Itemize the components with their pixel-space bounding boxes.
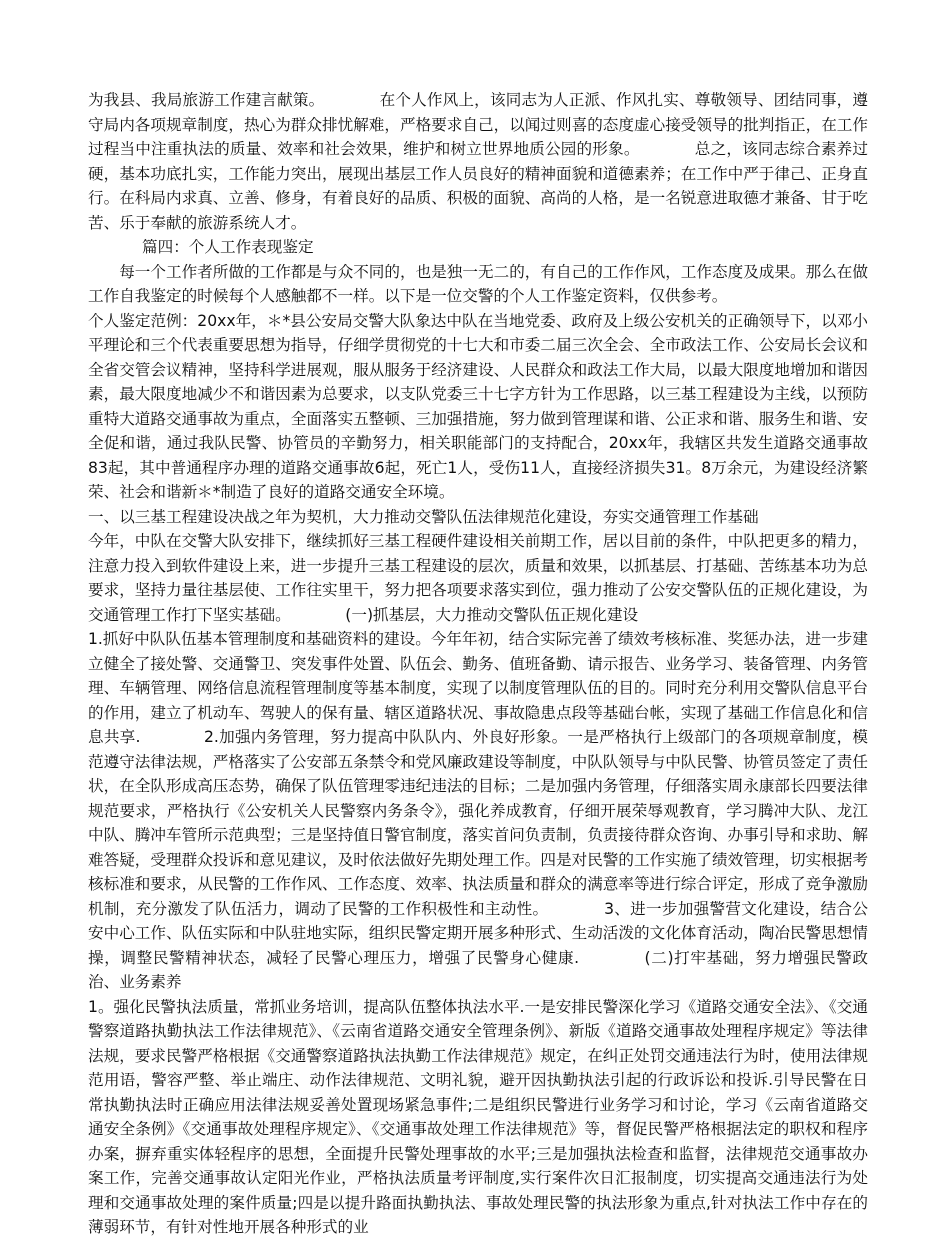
paragraph-training: 1。强化民警执法质量，常抓业务培训，提高队伍整体执法水平.一是安排民警深化学习《道路交通安全法》、《交通警察道路执勤执法工作法律规范》、《云南省道路交通安全管理条例》、新版《道路交通事故处理程序规定》等法律法规，要求民警严格根据《交通警察道路执法执勤工作法律规范》规定，在纠正处罚交通违法行为时，使用法律规范用语，警容严整、举止端庄、动作法律规范、文明礼貌，避开因执勤执法引起的行政诉讼和投诉.引导民警在日常执勤执法时正确应用法律法规妥善处置现场紧急事件;二是组织民警进行业务学习和讨论，学习《云南省道路交通安全条例》《交通事故处理程序规定》、《交通事故处理工作法律规范》等，督促民警严格根据法定的职权和程序办案，摒弃重实体轻程序的思想，全面提升民警处理事故的水平;三是加强执法检查和监督，法律规范交通事故办案工作，完善交通事故认定阳光作业，严格执法质量考评制度,实行案件次日汇报制度，切实提高交通违法行为处理和交通事故处理的案件质量;四是以提升路面执勤执法、事故处理民警的执法形象为重点,针对执法工作中存在的薄弱环节，有针对性地开展各种形式的业 [88,997,868,1236]
paragraph-management: 1.抓好中队队伍基本管理制度和基础资料的建设。今年年初，结合实际完善了绩效考核标准、奖惩办法，进一步建立健全了接处警、交通警卫、突发事件处置、队伍会、勤务、值班备勤、请示报告、业务学习、装备管理、内务管理、车辆管理、网络信息流程管理制度等基本制度，实现了以制度管理队伍的目的。同时充分利用交警队信息平台的作用，建立了机动车、驾驶人的保有量、辖区道路状况、事故隐患点段等基础台帐，实现了基础工作信息化和信息共享. 2.加强内务管理，努力提高中队队内、外良好形象。一是严格执行上级部门的各项规章制度，模范遵守法律法规，严格落实了公安部五条禁令和党风廉政建设等制度，中队队领导与中队民警、协管员签定了责任状，在全队形成高压态势，确保了队伍管理零违纪违法的目标；二是加强内务管理，仔细落实周永康部长四要法律规范要求，严格执行《公安机关人民警察内务条令》，强化养成教育，仔细开展荣辱观教育，学习腾冲大队、龙江中队、腾冲车管所示范典型；三是坚持值日警官制度，落实首问负责制，负责接待群众咨询、办事引导和求助、解难答疑，受理群众投诉和意见建议，及时依法做好先期处理工作。四是对民警的工作实施了绩效管理，切实根据考核标准和要求，从民警的工作作风、工作态度、效率、执法质量和群众的满意率等进行综合评定，形成了竞争激励机制，充分激发了队伍活力，调动了民警的工作积极性和主动性。 3、进一步加强警营文化建设，结合公安中心工作、队伍实际和中队驻地实际，组织民警定期开展多种形式、生动活泼的文化体育活动，陶冶民警思想情操，调整民警精神状态，减轻了民警心理压力，增强了民警身心健康. (二)打牢基础，努力增强民警政治、业务素养 [88,630,868,991]
subheading-one: 一、以三基工程建设决战之年为契机，大力推动交警队伍法律规范化建设，夯实交通管理工作基础 [88,507,759,526]
document-page [88,88,868,1240]
paragraph-this-year: 今年，中队在交警大队安排下，继续抓好三基工程硬件建设相关前期工作，居以目前的条件，中队把更多的精力，注意力投入到软件建设上来，进一步提升三基工程建设的层次，质量和效果，以抓基层、打基础、苦练基本功为总要求，坚持力量往基层使、工作往实里干，努力把各项要求落实到位，强力推动了公安交警队伍的正规化建设，为交通管理工作打下坚实基础。 (一)抓基层，大力推动交警队伍正规化建设 [88,532,868,624]
paragraph-preface: 每一个工作者所做的工作都是与众不同的，也是独一无二的，有自己的工作作风，工作态度及成果。那么在做工作自我鉴定的时候每个人感触都不一样。以下是一位交警的个人工作鉴定资料，仅供参考。 [88,262,868,305]
paragraph-example: 个人鉴定范例：20xx年，＊*县公安局交警大队象达中队在当地党委、政府及上级公安机关的正确领导下，以邓小平理论和三个代表重要思想为指导，仔细学贯彻党的十七大和市委二届三次全会、全市政法工作、公安局长会议和全省交管会议精神，坚持科学进展观，服从服务于经济建设、人民群众和政法工作大局，以最大限度地增加和谐因素，最大限度地减少不和谐因素为总要求，以支队党委三十七字方针为工作思路，以三基工程建设为主线，以预防重特大道路交通事故为重点，全面落实五整顿、三加强措施，努力做到管理谋和谐、公正求和谐、服务生和谐、安全促和谐，通过我队民警、协管员的辛勤努力，相关职能部门的支持配合，20xx年，我辖区共发生道路交通事故83起，其中普通程序办理的道路交通事故6起，死亡1人，受伤11人，直接经济损失31。8万余元，为建设经济繁荣、社会和谐新＊*制造了良好的道路交通安全环境。 [88,311,868,501]
paragraph-intro: 为我县、我局旅游工作建言献策。 在个人作风上，该同志为人正派、作风扎实、尊敬领导、团结同事，遵守局内各项规章制度，热心为群众排忧解难，严格要求自己，以闻过则喜的态度虚心接受领导的批判指正，在工作过程当中注重执法的质量、效率和社会效果，维护和树立世界地质公园的形象。 总之，该同志综合素养过硬，基本功底扎实，工作能力突出，展现出基层工作人员良好的精神面貌和道德素养；在工作中严于律己、正身直行。在科局内求真、立善、修身，有着良好的品质、积极的面貌、高尚的人格，是一名锐意进取德才兼备、甘于吃苦、乐于奉献的旅游系统人才。 [88,91,868,232]
section-heading: 篇四：个人工作表现鉴定 [142,238,314,256]
